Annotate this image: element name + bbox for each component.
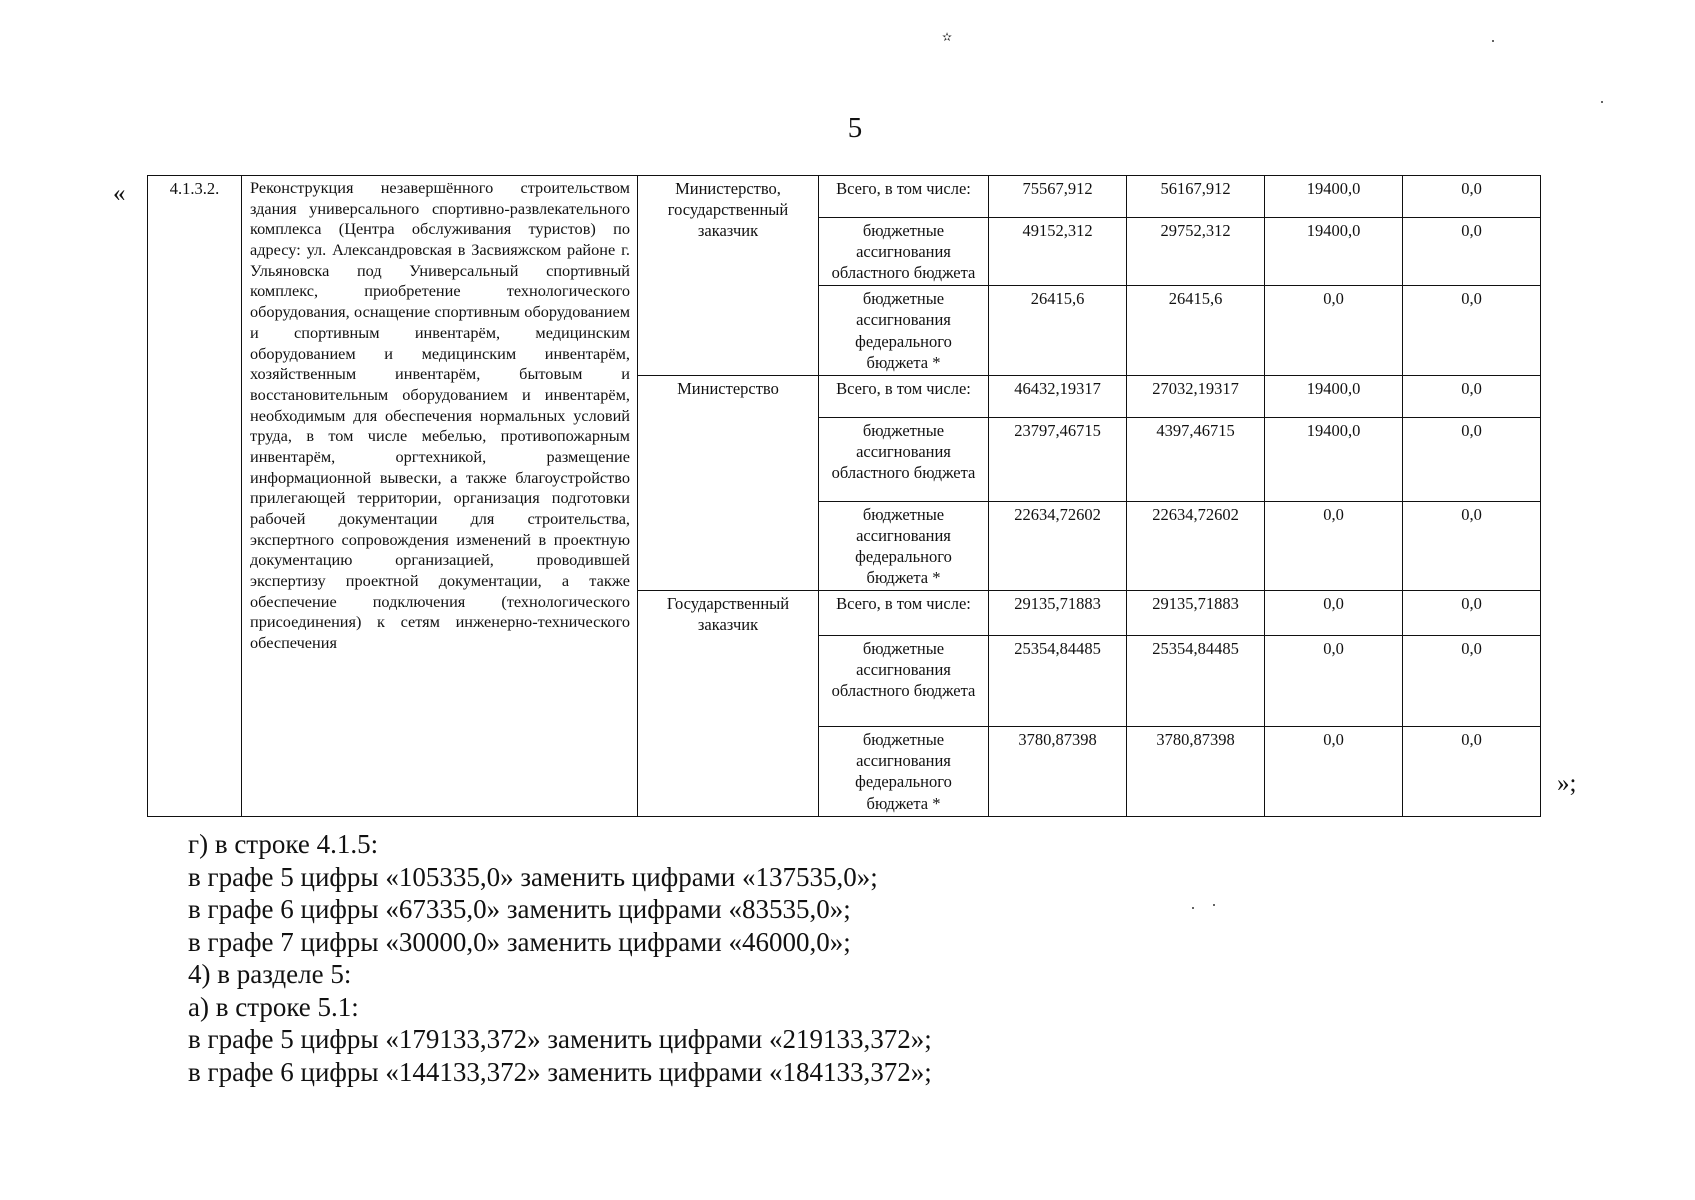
value-cell: 46432,19317	[989, 375, 1127, 417]
instruction-line: в графе 7 цифры «30000,0» заменить цифрами «46000,0»;	[188, 926, 851, 957]
value-cell: 0,0	[1265, 501, 1403, 590]
value-cell: 0,0	[1403, 176, 1541, 218]
page-number: 5	[847, 112, 863, 144]
instruction-line: 4) в разделе 5:	[188, 959, 352, 989]
value-cell: 0,0	[1403, 286, 1541, 375]
value-cell: 23797,46715	[989, 417, 1127, 501]
funding-source: бюджетные ассигнования федерального бюджета *	[819, 286, 989, 375]
closing-quote: »;	[1557, 770, 1577, 797]
opening-quote: «	[113, 180, 126, 207]
value-cell: 19400,0	[1265, 218, 1403, 286]
instruction-line: в графе 5 цифры «105335,0» заменить цифрами «137535,0»;	[188, 861, 878, 892]
funding-source: бюджетные ассигнования федерального бюджета *	[819, 727, 989, 816]
value-cell: 0,0	[1265, 591, 1403, 636]
scan-speck	[1601, 101, 1603, 103]
value-cell: 26415,6	[1127, 286, 1265, 375]
value-cell: 19400,0	[1265, 176, 1403, 218]
executor-cell: Министерство	[638, 375, 819, 590]
row-number: 4.1.3.2.	[148, 176, 242, 817]
value-cell: 29135,71883	[989, 591, 1127, 636]
value-cell: 3780,87398	[989, 727, 1127, 816]
value-cell: 25354,84485	[989, 636, 1127, 727]
funding-source: бюджетные ассигнования федерального бюджета *	[819, 501, 989, 590]
value-cell: 0,0	[1265, 727, 1403, 816]
instruction-line: в графе 6 цифры «67335,0» заменить цифрами «83535,0»;	[188, 894, 851, 924]
budget-table	[147, 175, 1541, 817]
value-cell: 27032,19317	[1127, 375, 1265, 417]
value-cell: 75567,912	[989, 176, 1127, 218]
value-cell: 29135,71883	[1127, 591, 1265, 636]
funding-source: Всего, в том числе:	[819, 591, 989, 636]
value-cell: 0,0	[1403, 591, 1541, 636]
value-cell: 0,0	[1265, 636, 1403, 727]
scan-mark: ✫	[942, 30, 953, 44]
value-cell: 0,0	[1403, 727, 1541, 816]
row-description: Реконструкция незавершённого строительством здания универсального спортивно-развлекательного комплекса (Центра обслуживания туристов) по адресу: ул. Александровская в Засвияжском районе г. Ульяновска под Универсальный спортивный комплекс, приобретение технологического оборудования, оснащение спортивным оборудованием и спортивным инвентарём, медицинским оборудованием и медицинским инвентарём, хозяйственным инвентарём, бытовым и восстановительным оборудованием и инвентарём, необходимым для обеспечения нормальных условий труда, в том числе мебелью, противопожарным инвентарём, оргтехникой, размещение информационной вывески, а также благоустройство прилегающей территории, организация подготовки рабочей документации для строительства, экспертного сопровождения изменений в проектную документацию организацией, проводившей экспертизу проектной документации, а также обеспечение подключения (технологического присоединения) к сетям инженерно-технического обеспечения	[242, 176, 638, 817]
value-cell: 0,0	[1403, 417, 1541, 501]
executor-cell: Государственный заказчик	[638, 591, 819, 816]
instruction-line: а) в строке 5.1:	[188, 991, 359, 1022]
value-cell: 56167,912	[1127, 176, 1265, 218]
value-cell: 4397,46715	[1127, 417, 1265, 501]
value-cell: 22634,72602	[989, 501, 1127, 590]
value-cell: 26415,6	[989, 286, 1127, 375]
value-cell: 19400,0	[1265, 417, 1403, 501]
value-cell: 3780,87398	[1127, 727, 1265, 816]
table-row	[148, 176, 1541, 218]
amendment-instructions	[188, 828, 1488, 1088]
instruction-line: г) в строке 4.1.5:	[188, 829, 379, 859]
funding-source: Всего, в том числе:	[819, 176, 989, 218]
funding-source: бюджетные ассигнования областного бюджета	[819, 218, 989, 286]
scan-speck	[1492, 40, 1494, 42]
value-cell: 0,0	[1265, 286, 1403, 375]
value-cell: 0,0	[1403, 218, 1541, 286]
funding-source: бюджетные ассигнования областного бюджета	[819, 636, 989, 727]
executor-cell: Министерство, государственный заказчик	[638, 176, 819, 376]
funding-source: бюджетные ассигнования областного бюджета	[819, 417, 989, 501]
value-cell: 29752,312	[1127, 218, 1265, 286]
value-cell: 0,0	[1403, 375, 1541, 417]
value-cell: 49152,312	[989, 218, 1127, 286]
value-cell: 22634,72602	[1127, 501, 1265, 590]
value-cell: 0,0	[1403, 636, 1541, 727]
value-cell: 19400,0	[1265, 375, 1403, 417]
instruction-line: в графе 5 цифры «179133,372» заменить цифрами «219133,372»;	[188, 1024, 932, 1054]
value-cell: 0,0	[1403, 501, 1541, 590]
value-cell: 25354,84485	[1127, 636, 1265, 727]
instruction-line: в графе 6 цифры «144133,372» заменить цифрами «184133,372»;	[188, 1056, 932, 1087]
funding-source: Всего, в том числе:	[819, 375, 989, 417]
